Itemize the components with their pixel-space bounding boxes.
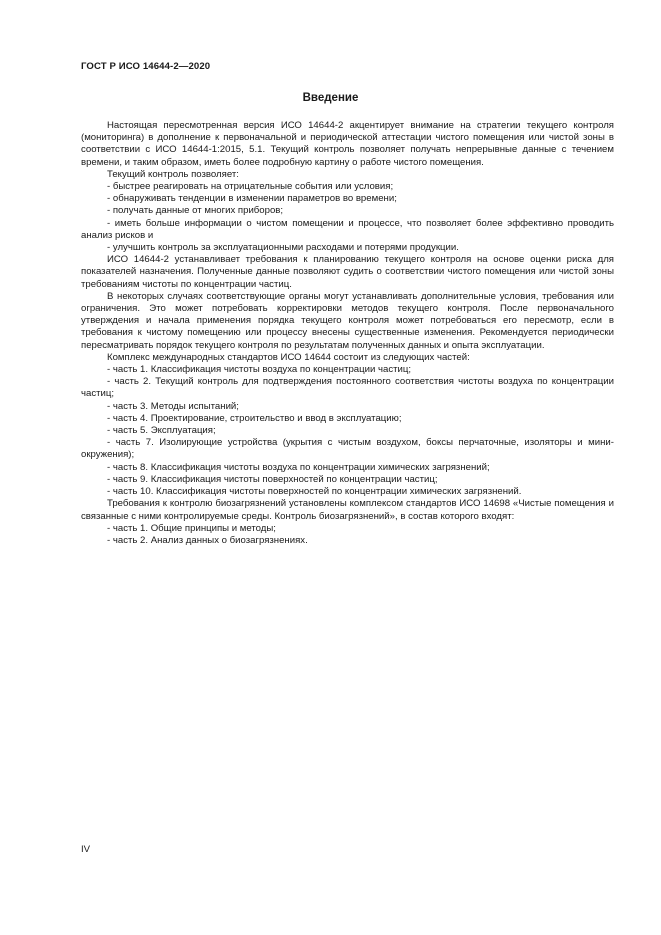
list-item: - часть 7. Изолирующие устройства (укрытия с чистым воздухом, боксы перчаточные, изоляторы и мини-окружения); bbox=[81, 437, 614, 461]
list-item: - часть 1. Общие принципы и методы; bbox=[107, 522, 276, 534]
list-item: - часть 5. Эксплуатация; bbox=[107, 425, 216, 437]
list-item: - часть 3. Методы испытаний; bbox=[107, 400, 239, 412]
conditions-paragraph: В некоторых случаях соответствующие органы могут устанавливать дополнительные условия, требования или ограничения. Это может потребовать корректировки методов текущего контроля. После первоначального утверждения и начала применения порядка текущего контроля может потребоваться его пересмотр, если в требования к чистому помещению или процессу внесены существенные изменения. Рекомендуется периодически пересматривать порядок текущего контроля по результатам полученных данных и опыта эксплуатации. bbox=[81, 290, 614, 351]
document-header: ГОСТ Р ИСО 14644-2—2020 bbox=[81, 61, 211, 72]
list-item: - часть 2. Текущий контроль для подтверждения постоянного соответствия чистоты воздуха по концентрации частиц; bbox=[81, 376, 614, 400]
list-item: - быстрее реагировать на отрицательные события или условия; bbox=[107, 181, 394, 193]
list-item: - часть 2. Анализ данных о биозагрязнениях. bbox=[107, 534, 308, 546]
bio-lead: Требования к контролю биозагрязнений установлены комплексом стандартов ИСО 14698 «Чистые помещения и связанные с ними контролируемые среды. Контроль биозагрязнений», в состав которого входят: bbox=[81, 498, 614, 522]
document-body bbox=[81, 120, 614, 547]
list-item: - часть 4. Проектирование, строительство и ввод в эксплуатацию; bbox=[107, 412, 402, 424]
page-number: IV bbox=[81, 844, 91, 855]
intro-paragraph: Настоящая пересмотренная версия ИСО 14644-2 акцентирует внимание на стратегии текущего контроля (мониторинга) в дополнение к первоначальной и периодической аттестации чистого помещения или чистой зоны в соответствии с ИСО 14644-1:2015, 5.1. Текущий контроль позволяет получать непрерывные данные с течением времени, и таким образом, иметь более подробную картину о работе чистого помещения. bbox=[81, 120, 614, 168]
monitoring-lead: Текущий контроль позволяет: bbox=[107, 168, 239, 180]
list-item: - обнаруживать тенденции в изменении параметров во времени; bbox=[107, 193, 397, 205]
list-item: - иметь больше информации о чистом помещении и процессе, что позволяет более эффективно проводить анализ рисков и bbox=[81, 217, 614, 241]
parts-lead: Комплекс международных стандартов ИСО 14644 состоит из следующих частей: bbox=[107, 351, 470, 363]
list-item: - часть 8. Классификация чистоты воздуха по концентрации химических загрязнений; bbox=[107, 461, 490, 473]
list-item: - улучшить контроль за эксплуатационными расходами и потерями продукции. bbox=[107, 242, 459, 254]
list-item: - часть 10. Классификация чистоты поверхностей по концентрации химических загрязнений. bbox=[107, 486, 522, 498]
list-item: - получать данные от многих приборов; bbox=[107, 205, 284, 217]
requirements-paragraph: ИСО 14644-2 устанавливает требования к планированию текущего контроля на основе оценки риска для показателей назначения. Полученные данные позволяют судить о соответствии чистого помещения или чистой зоны требованиям чистоты по концентрации частиц. bbox=[81, 254, 614, 290]
list-item: - часть 9. Классификация чистоты поверхностей по концентрации частиц; bbox=[107, 473, 438, 485]
section-title: Введение bbox=[302, 92, 359, 104]
list-item: - часть 1. Классификация чистоты воздуха по концентрации частиц; bbox=[107, 364, 412, 376]
